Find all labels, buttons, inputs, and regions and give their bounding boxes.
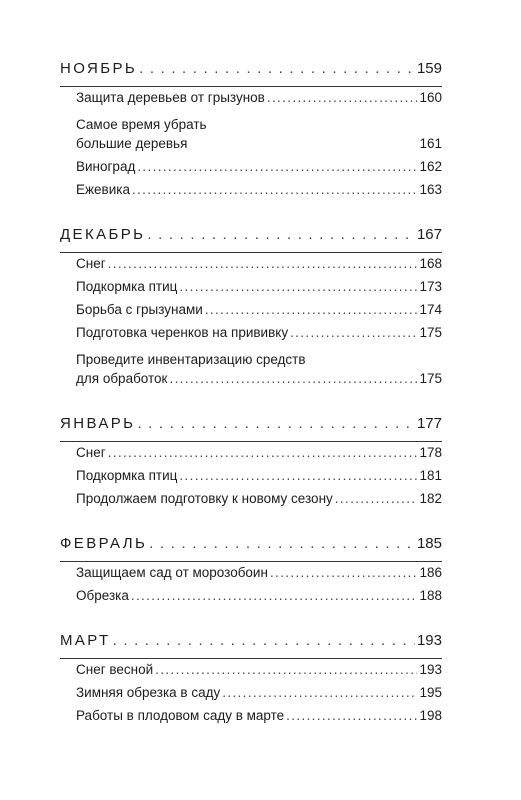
month-heading[interactable]: [60, 632, 442, 655]
toc-entry[interactable]: [76, 371, 442, 394]
dot-leader: [335, 491, 418, 506]
dot-leader: [179, 279, 417, 294]
entry-title: Проведите инвентаризацию средств: [76, 352, 306, 367]
page-number: 163: [419, 182, 442, 197]
dot-leader: [205, 302, 418, 317]
entry-title: Продолжаем подготовку к новому сезону: [76, 491, 333, 506]
dot-leader: [169, 371, 417, 386]
entry-title: Самое время убрать: [76, 117, 207, 132]
month-heading[interactable]: [60, 415, 442, 438]
dot-leader: [147, 226, 415, 243]
dot-leader: [149, 535, 415, 552]
table-of-contents: [60, 60, 442, 731]
entry-title: Обрезка: [76, 588, 129, 603]
entry-title: Виноград: [76, 159, 136, 174]
dot-leader: [108, 256, 418, 271]
toc-entry[interactable]: [76, 136, 442, 159]
page-number: 173: [419, 279, 442, 294]
month-title: ЯНВАРЬ: [60, 415, 136, 432]
toc-entry[interactable]: [76, 685, 442, 708]
entry-title: Работы в плодовом саду в марте: [76, 708, 285, 723]
dot-leader: [179, 468, 417, 483]
dot-leader: [113, 632, 415, 649]
entry-list: [60, 565, 442, 611]
page-number: 193: [416, 632, 442, 649]
dot-leader: [270, 565, 418, 580]
dot-leader: [137, 415, 415, 432]
toc-entry[interactable]: [76, 325, 442, 348]
page-number: 174: [419, 302, 442, 317]
divider: [60, 252, 442, 253]
entry-title: Подкормка птиц: [76, 468, 178, 483]
month-heading[interactable]: [60, 535, 442, 558]
entry-list: [60, 256, 442, 394]
page-number: 181: [419, 468, 442, 483]
page-number: 195: [419, 685, 442, 700]
divider: [60, 441, 442, 442]
page-number: 161: [419, 136, 442, 151]
page-number: 198: [419, 708, 442, 723]
toc-entry[interactable]: [76, 159, 442, 182]
entry-title: Снег: [76, 445, 106, 460]
entry-title: для обработок: [76, 371, 168, 386]
toc-entry[interactable]: [76, 565, 442, 588]
page-number: 167: [416, 226, 442, 243]
divider: [60, 658, 442, 659]
month-heading[interactable]: [60, 226, 442, 249]
month-title: МАРТ: [60, 632, 111, 649]
page-number: 175: [419, 371, 442, 386]
page-number: 193: [419, 662, 442, 677]
toc-entry[interactable]: [76, 445, 442, 468]
toc-entry[interactable]: [76, 491, 442, 514]
page-number: 159: [416, 60, 442, 77]
divider: [60, 561, 442, 562]
month-title: ФЕВРАЛЬ: [60, 535, 148, 552]
entry-title: Борьба с грызунами: [76, 302, 203, 317]
dot-leader: [131, 588, 418, 603]
dot-leader: [108, 445, 418, 460]
page-number: 185: [416, 535, 442, 552]
dot-leader: [267, 90, 418, 105]
section-march: [60, 632, 442, 731]
toc-entry[interactable]: [76, 662, 442, 685]
entry-title: Защита деревьев от грызунов: [76, 90, 265, 105]
toc-entry-line[interactable]: [76, 113, 442, 136]
page-number: 178: [419, 445, 442, 460]
dot-leader: [286, 708, 417, 723]
entry-title: Снег: [76, 256, 106, 271]
divider: [60, 86, 442, 87]
month-heading[interactable]: [60, 60, 442, 83]
page-number: 160: [419, 90, 442, 105]
entry-title: Снег весной: [76, 662, 154, 677]
page-number: 162: [419, 159, 442, 174]
page-number: 177: [416, 415, 442, 432]
toc-entry-line[interactable]: [76, 348, 442, 371]
dot-leader: [290, 325, 417, 340]
toc-entry[interactable]: [76, 256, 442, 279]
entry-title: Ежевика: [76, 182, 130, 197]
dot-leader: [155, 662, 417, 677]
toc-entry[interactable]: [76, 279, 442, 302]
toc-entry[interactable]: [76, 468, 442, 491]
entry-title: Подкормка птиц: [76, 279, 178, 294]
dot-leader: [222, 685, 417, 700]
section-january: [60, 415, 442, 514]
page-number: 182: [419, 491, 442, 506]
section-february: [60, 535, 442, 611]
entry-list: [60, 445, 442, 514]
toc-entry[interactable]: [76, 588, 442, 611]
entry-list: [60, 662, 442, 731]
month-title: НОЯБРЬ: [60, 60, 138, 77]
dot-leader: [139, 60, 415, 77]
dot-leader: [137, 159, 417, 174]
page-number: 186: [419, 565, 442, 580]
section-november: [60, 60, 442, 205]
entry-title: большие деревья: [76, 136, 188, 151]
page-number: 168: [419, 256, 442, 271]
month-title: ДЕКАБРЬ: [60, 226, 146, 243]
dot-leader: [132, 182, 418, 197]
toc-entry[interactable]: [76, 708, 442, 731]
section-december: [60, 226, 442, 394]
page-number: 188: [419, 588, 442, 603]
entry-title: Подготовка черенков на прививку: [76, 325, 289, 340]
entry-title: Защищаем сад от морозобоин: [76, 565, 268, 580]
toc-entry[interactable]: [76, 182, 442, 205]
toc-entry[interactable]: [76, 302, 442, 325]
entry-title: Зимняя обрезка в саду: [76, 685, 221, 700]
entry-list: [60, 90, 442, 205]
toc-entry[interactable]: [76, 90, 442, 113]
page-number: 175: [419, 325, 442, 340]
